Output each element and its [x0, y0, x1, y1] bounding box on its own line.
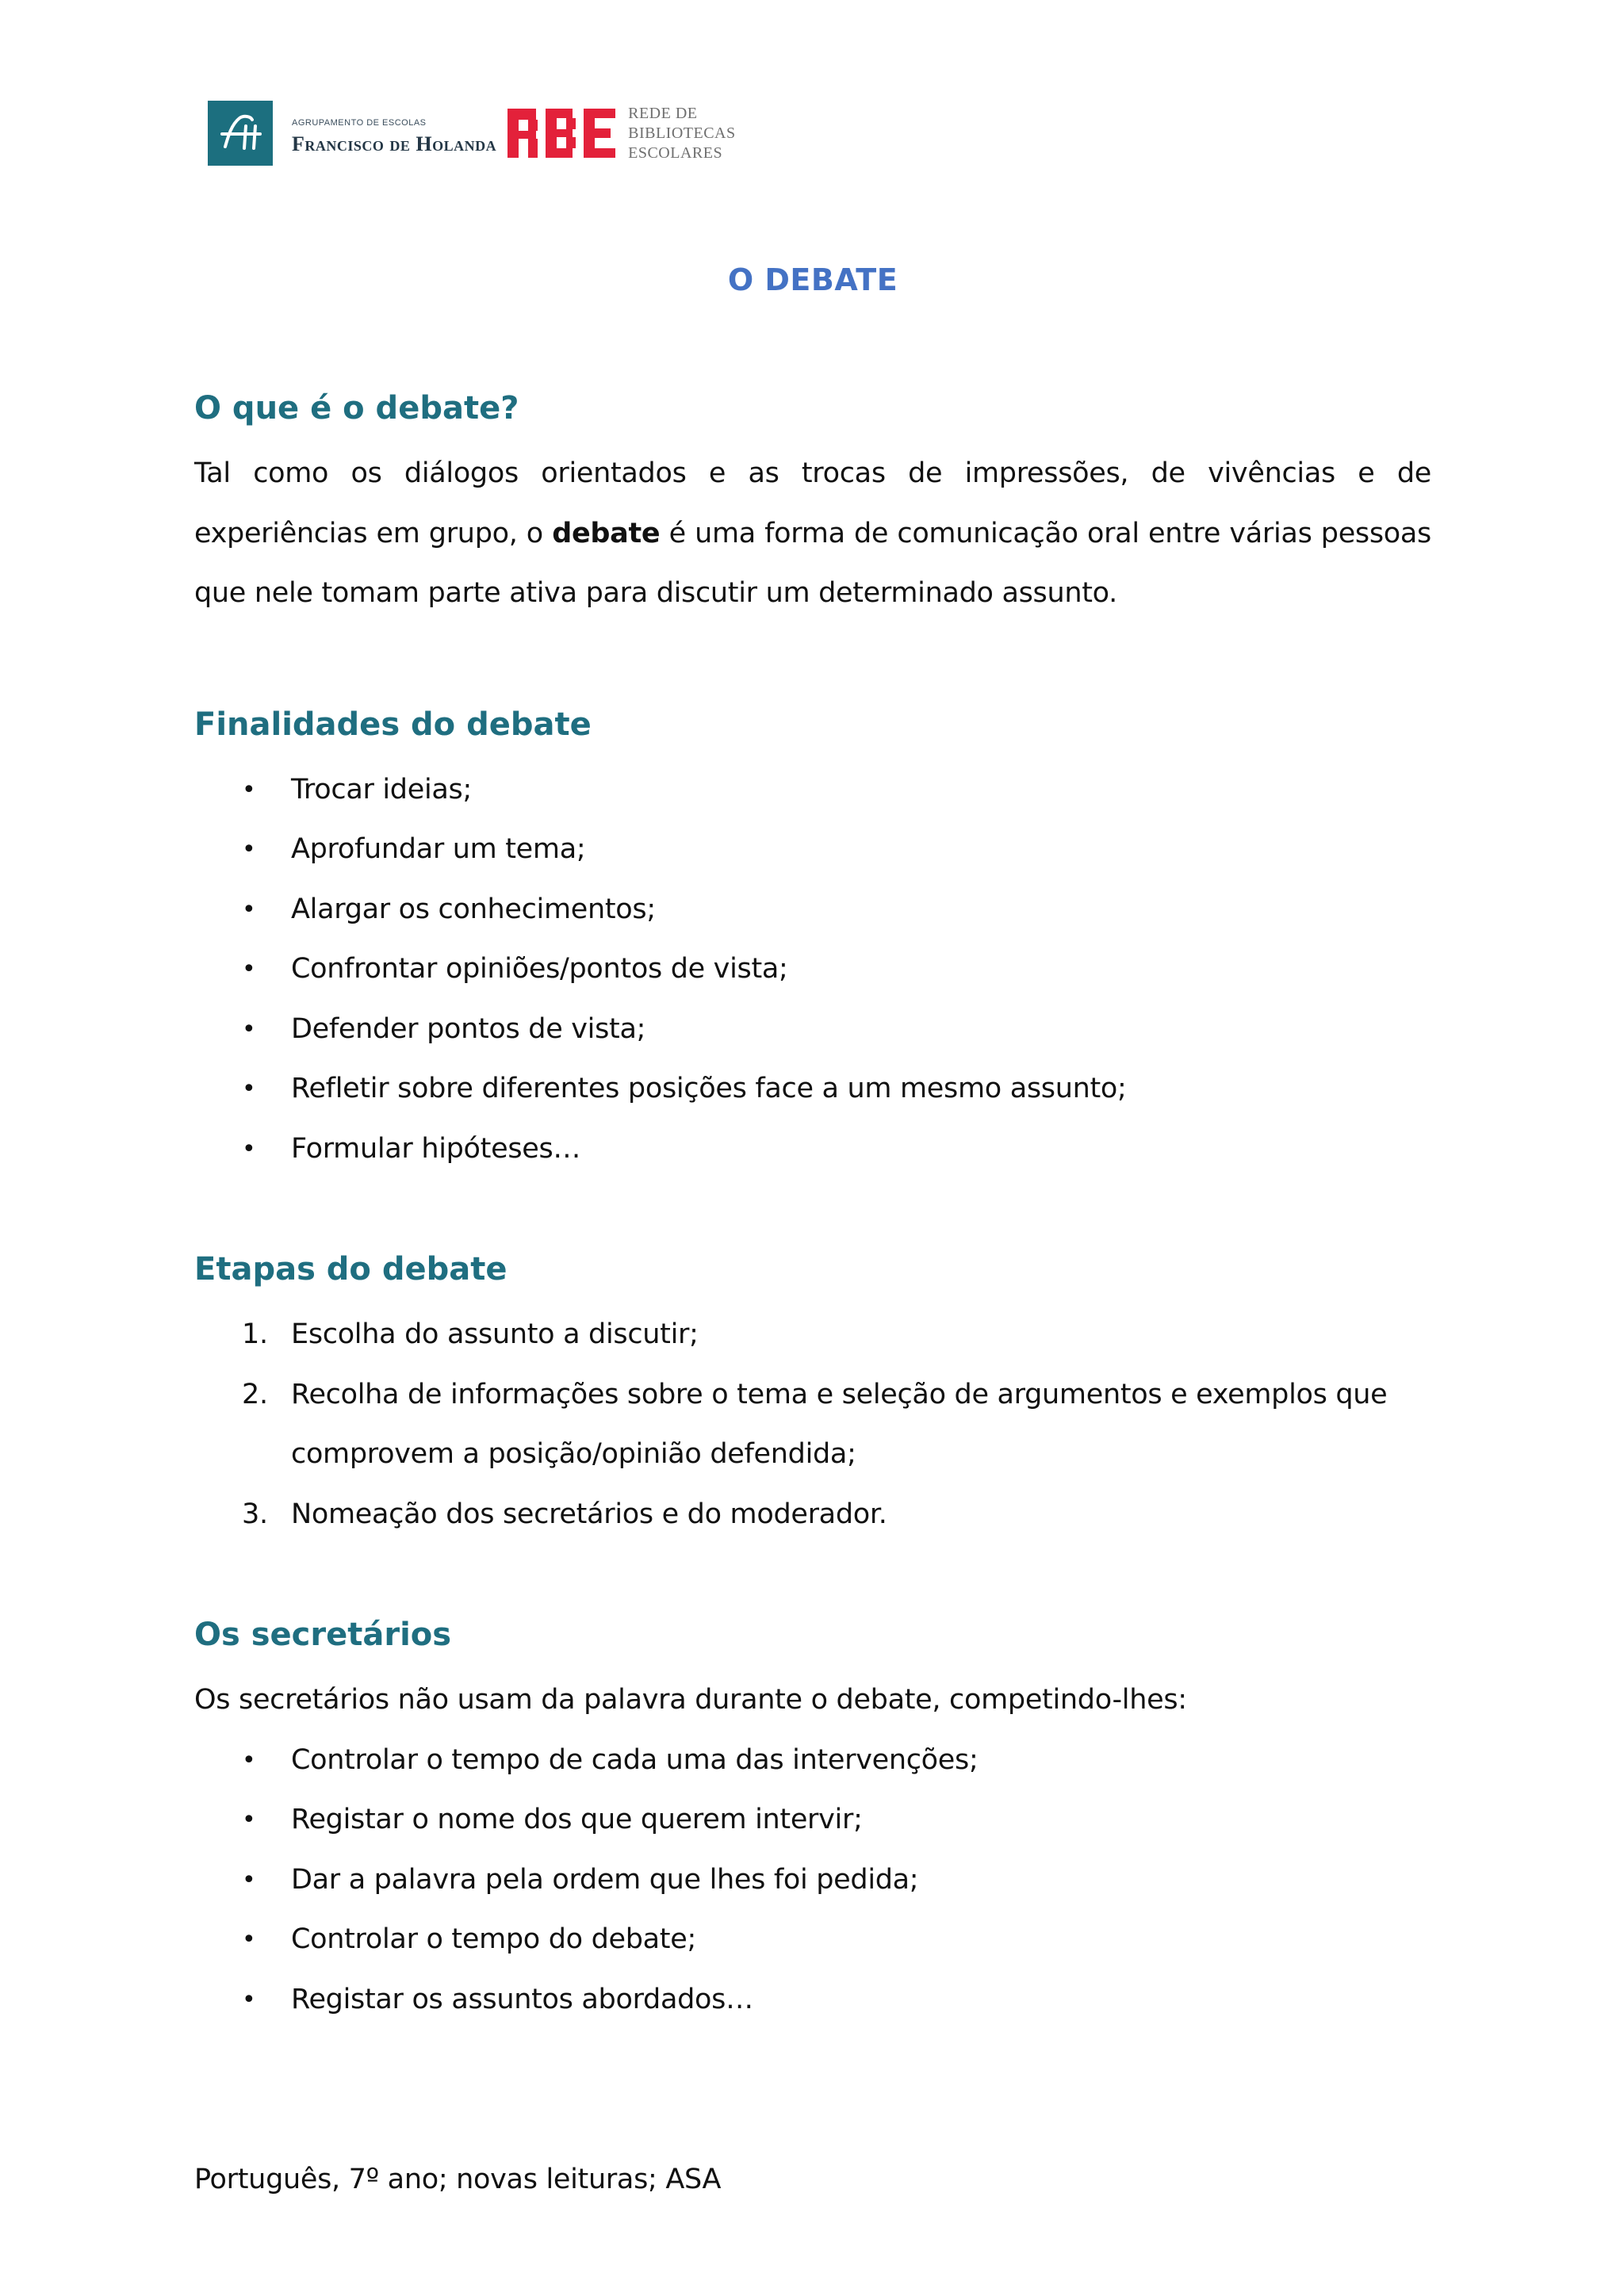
steps-list [194, 1305, 1431, 1544]
list-item [194, 1731, 1431, 1791]
bullet-icon: • [242, 1015, 256, 1043]
bullet-icon: • [242, 1075, 256, 1103]
list-item-text: Aprofundar um tema; [291, 833, 586, 865]
list-item [194, 880, 1431, 940]
bullet-icon: • [242, 895, 256, 924]
rbe-line: ESCOLARES [628, 144, 723, 162]
definition-text-end: é uma forma de comunicação oral entre várias pessoas que nele tomam parte ativa para discutir um determinado assunto. [194, 517, 1431, 609]
rbe-text [628, 104, 736, 163]
section-heading: O que é o debate? [194, 390, 519, 427]
list-item-text: comprovem a posição/opinião defendida; [291, 1438, 856, 1470]
bullet-icon: • [242, 1985, 256, 2014]
school-name: Francisco de Holanda [292, 132, 497, 155]
list-item [194, 1970, 1431, 2030]
bullet-icon: • [242, 1806, 256, 1834]
list-item [194, 939, 1431, 1000]
list-item-text: Formular hipóteses… [291, 1132, 581, 1165]
list-item-text: Trocar ideias; [291, 773, 472, 806]
definition-text-start: Tal como os diálogos orientados e as trocas de impressões, de vivências e de experiências em grupo, o [194, 457, 1431, 549]
rbe-line: BIBLIOTECAS [628, 124, 736, 142]
section-heading: Etapas do debate [194, 1251, 508, 1288]
list-item-text: Registar os assuntos abordados… [291, 1983, 753, 2015]
school-group-label: AGRUPAMENTO DE ESCOLAS [292, 118, 427, 128]
list-item-text: Escolha do assunto a discutir; [291, 1318, 699, 1350]
list-item [194, 1059, 1431, 1119]
school-logo-icon [208, 101, 273, 166]
secretaries-intro: Os secretários não usam da palavra durante o debate, competindo-lhes: [194, 1684, 1187, 1716]
bullet-icon: • [242, 1135, 256, 1163]
list-item [194, 820, 1431, 880]
section-purposes [194, 697, 1431, 1180]
step-number: 3. [242, 1498, 268, 1530]
list-item [194, 1000, 1431, 1060]
definition-paragraph [194, 444, 1431, 624]
list-item-text: Confrontar opiniões/pontos de vista; [291, 953, 788, 985]
rbe-line: REDE DE [628, 104, 698, 122]
rbe-logo [508, 101, 736, 166]
bullet-icon: • [242, 955, 256, 983]
spacer [194, 306, 1431, 381]
school-name-block [292, 101, 496, 166]
bullet-icon: • [242, 1926, 256, 1954]
list-item-text: Defender pontos de vista; [291, 1012, 646, 1045]
list-item-text: Recolha de informações sobre o tema e seleção de argumentos e exemplos que [291, 1378, 1388, 1410]
list-item-text: Registar o nome dos que querem intervir; [291, 1804, 863, 1835]
list-item [194, 760, 1431, 821]
list-item [194, 1790, 1431, 1850]
definition-bold-term: debate [552, 517, 661, 549]
section-heading: Os secretários [194, 1617, 452, 1653]
list-item [194, 1305, 1431, 1365]
rbe-logo-icon [508, 105, 619, 161]
secretaries-list [194, 1731, 1431, 2030]
list-item [194, 1119, 1431, 1180]
purposes-list [194, 760, 1431, 1180]
list-item-text: Dar a palavra pela ordem que lhes foi pedida; [291, 1863, 919, 1896]
list-item [194, 1365, 1431, 1485]
list-item-text: Controlar o tempo de cada uma das intervenções; [291, 1743, 979, 1776]
step-number: 1. [242, 1318, 268, 1350]
list-item-text: Nomeação dos secretários e do moderador. [291, 1498, 887, 1530]
list-item-text: Alargar os conhecimentos; [291, 893, 656, 925]
section-steps [194, 1242, 1431, 1544]
document-title: O DEBATE [727, 262, 898, 297]
header-logos [208, 94, 736, 173]
section-what-is-debate [194, 381, 1431, 624]
document-body [194, 254, 1431, 2030]
step-number: 2. [242, 1378, 268, 1410]
list-item-text: Refletir sobre diferentes posições face a um mesmo assunto; [291, 1073, 1127, 1104]
bullet-icon: • [242, 1746, 256, 1774]
footer-source: Português, 7º ano; novas leituras; ASA [194, 2164, 722, 2195]
bullet-icon: • [242, 775, 256, 804]
bullet-icon: • [242, 836, 256, 863]
section-heading: Finalidades do debate [194, 706, 592, 743]
section-secretaries [194, 1607, 1431, 2030]
list-item [194, 1485, 1431, 1545]
list-item-text: Controlar o tempo do debate; [291, 1923, 696, 1955]
list-item [194, 1850, 1431, 1911]
list-item [194, 1910, 1431, 1970]
bullet-icon: • [242, 1866, 256, 1894]
